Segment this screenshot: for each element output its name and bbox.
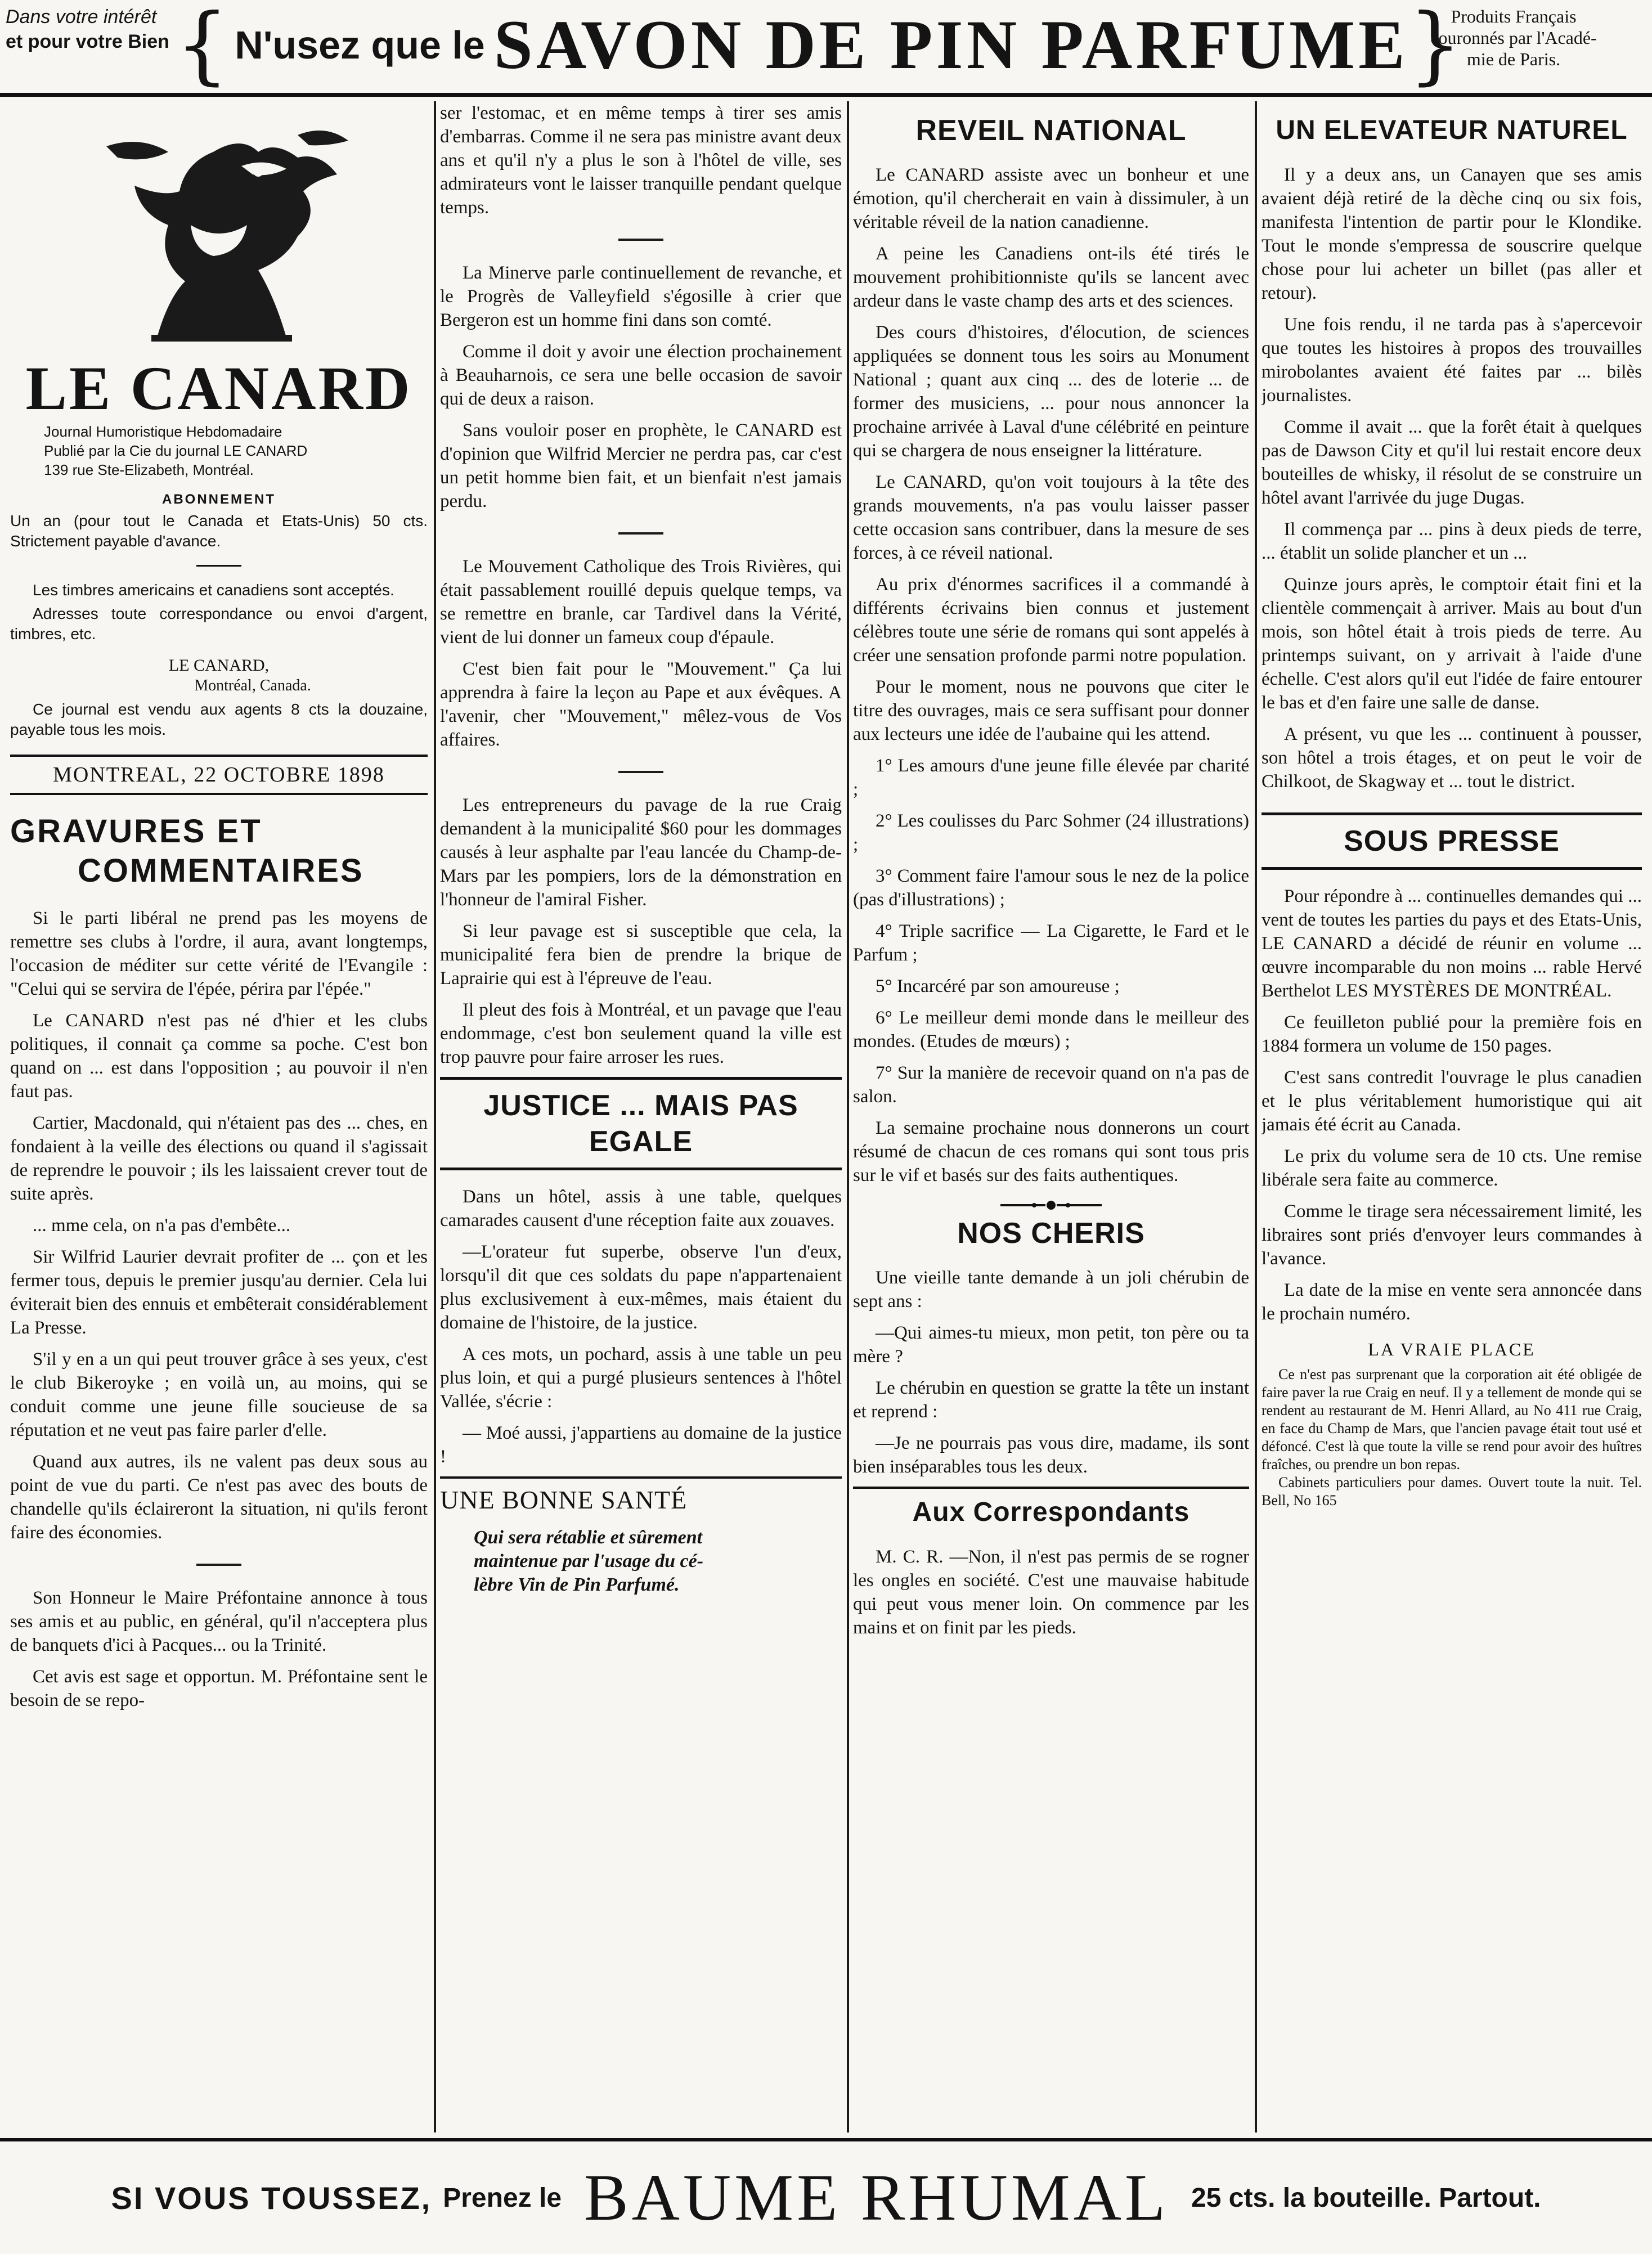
masthead-postal-address	[10, 655, 428, 696]
article-paragraph: A peine les Canadiens ont-ils été tirés le mouvement prohibitionniste qu'ils se lancent avec ardeur dans le vaste champ des arts et des sciences.	[853, 244, 1249, 311]
article-paragraph: M. C. R. —Non, il n'est pas permis de se rogner les ongles en société. C'est une mauvaise habitude qui peut vous mener loin. On commence par les mains et on finit par les pieds.	[853, 1547, 1249, 1638]
article-paragraph: Le prix du volume sera de 10 cts. Une remise libérale sera faite au commerce.	[1262, 1146, 1642, 1190]
article-paragraph: Le chérubin en question se gratte la tête un instant et reprend :	[853, 1378, 1249, 1422]
sante-advert-text	[474, 1526, 831, 1597]
banner-right-line-3: mie de Paris.	[1466, 49, 1561, 69]
footer-prenez: Prenez le	[443, 2183, 562, 2213]
article-paragraph: Les entrepreneurs du pavage de la rue Craig demandent à la municipalité $60 pour les dommages causés à leur asphalte par l'eau lancée du Champ-de-Mars par les pompiers, lors de la démonstration en l'honneur de l'amiral Fisher.	[440, 795, 842, 910]
canard-duck-illustration	[73, 113, 365, 349]
footer-product-name: BAUME RHUMAL	[584, 2161, 1169, 2234]
article-paragraph: Sir Wilfrid Laurier devrait profiter de ... çon et les fermer tous, depuis le premier jusqu'au dernier. Cela lui éviterait bien des ennuis et embêterait considérablement La Presse.	[10, 1247, 428, 1338]
vraie-place-headline: LA VRAIE PLACE	[1368, 1339, 1536, 1359]
article-paragraph: —Qui aimes-tu mieux, mon petit, ton père ou ta mère ?	[853, 1323, 1249, 1367]
article-paragraph: Son Honneur le Maire Préfontaine annonce à tous ses amis et au public, en général, qu'il n'acceptera plus de banquets d'ici à Pacques... ou la Trinité.	[10, 1588, 428, 1655]
masthead-postal-name: LE CANARD,	[168, 656, 270, 675]
banner-right-note	[1390, 6, 1637, 70]
masthead-publisher: Publié par la Cie du journal LE CANARD	[44, 442, 308, 459]
article-paragraph: Le CANARD, qu'on voit toujours à la tête des grands mouvements, n'a pas voulu laisser passer cette occasion sans contribuer, dans la mesure de ses forces, à ce réveil national.	[853, 472, 1249, 563]
article-paragraph: A ces mots, un pochard, assis à une table un peu plus loin, et qui a purgé plusieurs sentences à l'hôtel Vallée, s'écrie :	[440, 1344, 842, 1412]
sante-line-1: Qui sera rétablie et sûrement	[474, 1527, 703, 1548]
section-divider	[196, 1564, 241, 1566]
article-paragraph: Comme il avait ... que la forêt était à quelques pas de Dawson City et qu'il lui restait encore deux bouteilles de whisky, il résolut de se construire un hôtel avant l'arrivée du juge Dugas.	[1262, 417, 1642, 508]
banner-brace-open: {	[175, 0, 230, 94]
article-paragraph: Ce feuilleton publié pour la première fois en 1884 formera un volume de 150 pages.	[1262, 1012, 1642, 1056]
article-paragraph: —L'orateur fut superbe, observe l'un d'eux, lorsqu'il dit que ces soldats du pape n'appartenaient plus exclusivement à eux-mêmes, mais étaient du domaine de l'histoire, de la justice.	[440, 1242, 842, 1333]
section-divider	[618, 532, 663, 535]
masthead-divider	[196, 565, 241, 567]
banner-lead-text: N'usez que le	[235, 23, 485, 67]
bottom-advert-banner	[0, 2138, 1652, 2254]
list-item: 4° Triple sacrifice — La Cigarette, le Fard et le Parfum ;	[853, 921, 1249, 965]
column-rule-2	[847, 101, 849, 2132]
abonnement-text: Un an (pour tout le Canada et Etats-Unis) 50 cts. Strictement payable d'avance.	[10, 512, 428, 550]
banner-right-line-1: Produits Français	[1451, 6, 1577, 26]
column-rule-1	[434, 101, 436, 2132]
list-item: 1° Les amours d'une jeune fille élevée par charité ;	[853, 756, 1249, 800]
correspondence-note: Adresses toute correspondance ou envoi d'argent, timbres, etc.	[10, 605, 428, 643]
article-paragraph: Cartier, Macdonald, qui n'étaient pas des ... ches, en fondaient à la veille des élections ou quand il s'agissait de reprendre le pouvoir ; ils les laissaient crever tout de suite après.	[10, 1113, 428, 1204]
section-divider	[618, 239, 663, 241]
article-paragraph: Il y a deux ans, un Canayen que ses amis avaient déjà retiré de la dèche cinq ou six fois, manifesta l'intention de partir pour le Klondike. Tout le monde s'empressa de souscrire quelque chose pour lui acheter un billet (pas aller et retour).	[1262, 165, 1642, 303]
gravures-headline-line-2: COMMENTAIRES	[78, 852, 364, 889]
masthead-postal-city: Montréal, Canada.	[194, 677, 311, 694]
masthead-subtitle: Journal Humoristique Hebdomadaire	[44, 423, 282, 440]
list-item: 2° Les coulisses du Parc Sohmer (24 illustrations) ;	[853, 811, 1249, 855]
column-2	[440, 101, 842, 2132]
article-paragraph: Il commença par ... pins à deux pieds de terre, ... établit un solide plancher et un ...	[1262, 519, 1642, 563]
list-item: 7° Sur la manière de recevoir quand on n'a pas de salon.	[853, 1063, 1249, 1107]
article-paragraph: La date de la mise en vente sera annoncée dans le prochain numéro.	[1262, 1280, 1642, 1324]
article-paragraph: S'il y en a un qui peut trouver grâce à ses yeux, c'est le club Bikeroyke ; en voilà un, au moins, qui se conduit comme une jeune fille soucieuse de sa réputation et ne veut pas faire parler d'elle.	[10, 1349, 428, 1440]
article-paragraph: C'est bien fait pour le "Mouvement." Ça lui apprendra à faire la leçon au Pape et aux évêques. A l'avenir, cher "Mouvement," mêlez-vous de Vos affaires.	[440, 659, 842, 750]
masthead-info	[10, 422, 428, 479]
sante-line-3: lèbre Vin de Pin Parfumé.	[474, 1574, 680, 1595]
article-paragraph: Quand aux autres, ils ne valent pas deux sous au point de vue du parti. Ce n'est pas avec des bouts de chandelle qu'ils éclaireront la situation, ni qu'ils feront faire des économies.	[10, 1452, 428, 1543]
stamps-note: Les timbres americains et canadiens sont acceptés.	[33, 581, 394, 599]
list-item: 3° Comment faire l'amour sous le nez de la police (pas d'illustrations) ;	[853, 866, 1249, 910]
footer-price: 25 cts. la bouteille. Partout.	[1191, 2183, 1541, 2213]
advert-paragraph: Ce n'est pas surprenant que la corporation ait été obligée de faire paver la rue Craig en neuf. Il y a tellement de monde qui se rendent au restaurant de M. Henri Allard, au No 411 rue Craig, en face du Champ de Mars, que l'ancien pavage était tout usé et défoncé. C'est là que toute la ville se rend pour avoir des huîtres fraîches, ou prendre un bon repas.	[1262, 1366, 1642, 1472]
advert-paragraph: Cabinets particuliers pour dames. Ouvert toute la nuit. Tel. Bell, No 165	[1262, 1474, 1642, 1508]
article-paragraph: Une vieille tante demande à un joli chérubin de sept ans :	[853, 1268, 1249, 1312]
section-divider	[618, 771, 663, 773]
article-paragraph: Dans un hôtel, assis à une table, quelques camarades causent d'une réception faite aux zouaves.	[440, 1187, 842, 1231]
article-paragraph: Si le parti libéral ne prend pas les moyens de remettre ses clubs à l'ordre, il aura, avant longtemps, l'occasion de méditer sur cette vérité de l'Evangile : "Celui qui se servira de l'épée, périra par l'épée."	[10, 908, 428, 999]
article-paragraph: A présent, vu que les ... continuent à pousser, son hôtel a trois étages, et on peut le voir de Chilkoot, de Skagway et ... tout le district.	[1262, 724, 1642, 792]
article-paragraph: — Moé aussi, j'appartiens au domaine de la justice !	[440, 1423, 842, 1467]
correspondants-headline: Aux Correspondants	[853, 1487, 1249, 1530]
sous-presse-headline: SOUS PRESSE	[1262, 812, 1642, 870]
reveil-headline: REVEIL NATIONAL	[915, 114, 1187, 147]
article-paragraph: Comme il doit y avoir une élection prochainement à Beauharnois, ce sera une belle occasion de savoir qui de deux a raison.	[440, 342, 842, 409]
banner-left-line-2: et pour votre Bien	[6, 31, 169, 52]
article-paragraph: Comme le tirage sera nécessairement limité, les libraires sont priés d'envoyer leurs commandes à l'avance.	[1262, 1201, 1642, 1269]
column-3	[853, 101, 1249, 2132]
article-paragraph: Des cours d'histoires, d'élocution, de sciences appliquées se donnent tous les soirs au Monument National ; quant aux cinq ... des de loterie ... de former des musiciens, ... pour nous annoncer la prochaine arrivée à Laval d'une célébrité en peinture qui se chargera de nous enseigner la littérature.	[853, 322, 1249, 461]
article-paragraph: La semaine prochaine nous donnerons un court résumé de chacun de ces romans qui sont tous pris sur le vif et basés sur des faits authentiques.	[853, 1118, 1249, 1186]
top-advert-banner	[0, 0, 1652, 97]
gravures-headline-line-1: GRAVURES ET	[10, 813, 262, 850]
article-paragraph: Une fois rendu, il ne tarda pas à s'apercevoir que toutes les histoires à propos des trouvailles mirobolantes avaient été faites par ... bilès journalistes.	[1262, 315, 1642, 406]
masthead-address: 139 rue Ste-Elizabeth, Montréal.	[44, 461, 254, 478]
banner-left-line-1: Dans votre intérêt	[6, 6, 157, 28]
article-paragraph: Le CANARD assiste avec un bonheur et une émotion, qu'il chercherait en vain à dissimuler, à un véritable réveil de la nation canadienne.	[853, 165, 1249, 232]
justice-headline: JUSTICE ... MAIS PAS EGALE	[440, 1077, 842, 1170]
article-paragraph: Sans vouloir poser en prophète, le CANARD est d'opinion que Wilfrid Mercier ne perdra pas, car c'est un petit homme bien fait, et un bienfait n'est jamais perdu.	[440, 420, 842, 511]
banner-right-line-2: couronnés par l'Acadé-	[1430, 28, 1597, 48]
article-paragraph: Pour répondre à ... continuelles demandes qui ... vent de toutes les parties du pays et des Etats-Unis, LE CANARD a décidé de réunir en volume ... œuvre incomparable du non moins ... rable Hervé Berthelot LES MYSTÈRES DE MONTRÉAL.	[1262, 886, 1642, 1001]
article-paragraph: Il pleut des fois à Montréal, et un pavage que l'eau endommage, c'est bon seulement quand la ville est trop pauvre pour faire arroser les rues.	[440, 1000, 842, 1067]
article-paragraph: ser l'estomac, et en même temps à tirer ses amis d'embarras. Comme il ne sera pas ministre avant deux ans et qu'il n'y a plus le son à l'hôtel de ville, ses admirateurs vont le laisser tranquille pendant quelque temps.	[440, 103, 842, 218]
sante-headline: UNE BONNE SANTÉ	[440, 1476, 842, 1518]
cheris-headline: NOS CHERIS	[957, 1217, 1145, 1250]
banner-main-advert	[175, 0, 1462, 94]
column-1	[10, 101, 428, 2132]
article-paragraph: Pour le moment, nous ne pouvons que citer le titre des ouvrages, mais ce sera suffisant pour donner aux lecteurs une idée de l'aubaine qui les attend.	[853, 677, 1249, 744]
article-paragraph: C'est sans contredit l'ouvrage le plus canadien et le plus véritablement humoristique qui ait jamais été écrit au Canada.	[1262, 1067, 1642, 1135]
article-paragraph: Cet avis est sage et opportun. M. Préfontaine sent le besoin de se repo-	[10, 1667, 428, 1710]
ornament-divider	[995, 1198, 1107, 1212]
gravures-headline	[10, 812, 428, 891]
column-4	[1262, 101, 1642, 2132]
footer-lead: SI VOUS TOUSSEZ,	[111, 2180, 432, 2216]
article-paragraph: Le Mouvement Catholique des Trois Rivières, qui était passablement rouillé depuis quelque temps, va se remettre en branle, car Tardivel dans la Vérité, vient de lui donner un fameux coup d'épaule.	[440, 556, 842, 648]
masthead-title: LE CANARD	[25, 354, 412, 423]
article-paragraph: Le CANARD n'est pas né d'hier et les clubs politiques, il connait ça comme sa poche. C'est bon quand on ... est dans l'opposition ; au pouvoir il n'en faut pas.	[10, 1011, 428, 1102]
article-paragraph: —Je ne pourrais pas vous dire, madame, ils sont bien inséparables tous les deux.	[853, 1433, 1249, 1477]
article-paragraph: ... mme cela, on n'a pas d'embête...	[33, 1215, 291, 1236]
list-item: 5° Incarcéré par son amoureuse ;	[876, 976, 1120, 996]
article-paragraph: Si leur pavage est si susceptible que cela, la municipalité fera bien de prendre la brique de Laprairie qui est à l'épreuve de l'eau.	[440, 921, 842, 989]
banner-product-name: SAVON DE PIN PARFUME	[493, 6, 1408, 83]
article-paragraph: Quinze jours après, le comptoir était fini et la clientèle commençait à arriver. Mais au bout d'un mois, son hôtel était à trois pieds de terre. Au printemps suivant, on y arrivait à l'aide d'une échelle. C'est alors qu'il eut l'idée de faire entourer le bas et d'en faire une salle de danse.	[1262, 574, 1642, 713]
banner-brace-close: }	[1408, 0, 1462, 94]
dateline: MONTREAL, 22 OCTOBRE 1898	[10, 755, 428, 795]
article-paragraph: La Minerve parle continuellement de revanche, et le Progrès de Valleyfield s'égosille à crier que Bergeron est un homme fini dans son comté.	[440, 263, 842, 330]
list-item: 6° Le meilleur demi monde dans le meilleur des mondes. (Etudes de mœurs) ;	[853, 1008, 1249, 1052]
abonnement-title: ABONNEMENT	[162, 492, 276, 507]
column-rule-3	[1255, 101, 1257, 2132]
sale-note: Ce journal est vendu aux agents 8 cts la douzaine, payable tous les mois.	[10, 701, 428, 738]
sante-line-2: maintenue par l'usage du cé-	[474, 1551, 704, 1571]
elevateur-headline: UN ELEVATEUR NATUREL	[1276, 115, 1628, 145]
article-paragraph: Au prix d'énormes sacrifices il a commandé à différents écrivains bien connus et justement célèbres toute une série de romans qui sont appelés à créer une sensation profonde parmi notre population.	[853, 574, 1249, 666]
